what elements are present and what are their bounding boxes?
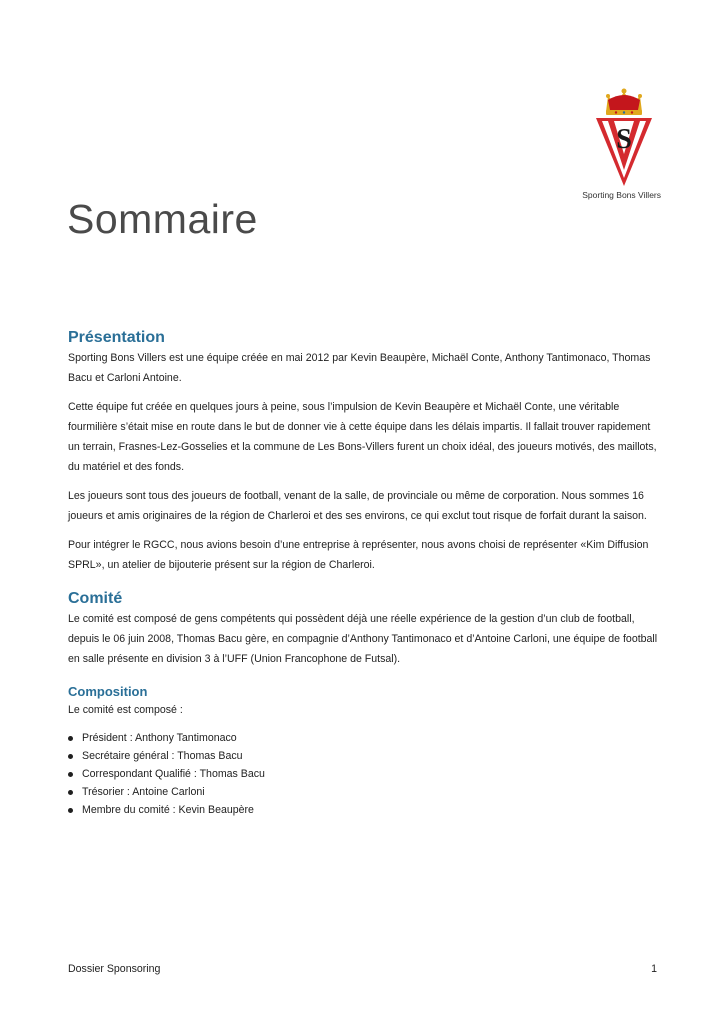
list-item-label: Trésorier : Antoine Carloni — [82, 786, 205, 798]
bullet-icon — [68, 790, 73, 795]
list-item-label: Président : Anthony Tantimonaco — [82, 732, 237, 744]
crown-icon — [606, 89, 642, 116]
page-title: Sommaire — [67, 196, 258, 242]
page-number: 1 — [651, 963, 657, 975]
section-heading-composition: Composition — [68, 684, 148, 699]
paragraph: Les joueurs sont tous des joueurs de football, venant de la salle, de provinciale ou même de corporation. Nous sommes 16 joueurs et amis originaires de la région de Charleroi et des ses environs, ce qui exclut tout risque de forfait durant la saison. — [68, 490, 647, 522]
section-heading-presentation: Présentation — [68, 329, 165, 346]
list-item — [68, 801, 662, 819]
list-item — [68, 765, 662, 783]
paragraph: Le comité est composé de gens compétents qui possèdent déjà une réelle expérience de la gestion d’un club de football, depuis le 06 juin 2008, Thomas Bacu gère, en compagnie d’Anthony Tantimonaco et d’Antoine Carloni, une équipe de football en salle présente en division 3 à l’UFF (Union Francophone de Futsal). — [68, 613, 658, 665]
list-item — [68, 747, 662, 765]
composition-intro: Le comité est composé : — [68, 704, 183, 716]
list-item-label: Correspondant Qualifié : Thomas Bacu — [82, 768, 265, 780]
club-name-caption: Sporting Bons Villers — [582, 190, 661, 200]
bullet-icon — [68, 808, 73, 813]
bullet-icon — [68, 736, 73, 741]
bullet-icon — [68, 754, 73, 759]
paragraph: Sporting Bons Villers est une équipe créée en mai 2012 par Kevin Beaupère, Michaël Conte, Anthony Tantimonaco, Thomas Bacu et Carloni Antoine. — [68, 352, 651, 384]
list-item-label: Membre du comité : Kevin Beaupère — [82, 804, 254, 816]
main-content — [68, 328, 662, 819]
section-heading-comite: Comité — [68, 590, 123, 607]
bullet-icon — [68, 772, 73, 777]
list-item — [68, 783, 662, 801]
committee-list — [68, 729, 662, 819]
club-crest-logo — [588, 82, 660, 194]
crest-letter: S — [616, 124, 632, 155]
paragraph: Pour intégrer le RGCC, nous avions besoin d’une entreprise à représenter, nous avons choisi de représenter «Kim Diffusion SPRL», un atelier de bijouterie présent sur la région de Charleroi. — [68, 539, 649, 571]
list-item-label: Secrétaire général : Thomas Bacu — [82, 750, 243, 762]
footer-document-title: Dossier Sponsoring — [68, 963, 161, 975]
list-item — [68, 729, 662, 747]
paragraph: Cette équipe fut créée en quelques jours à peine, sous l’impulsion de Kevin Beaupère et Michaël Conte, une véritable fourmilière s’était mise en route dans le but de donner vie à cette équipe dans les délais impartis. Il fallait trouver rapidement un terrain, Frasnes-Lez-Gosselies et la commune de Les Bons-Villers furent un choix idéal, des joueurs motivés, des maillots, du matériel et des fonds. — [68, 401, 657, 473]
